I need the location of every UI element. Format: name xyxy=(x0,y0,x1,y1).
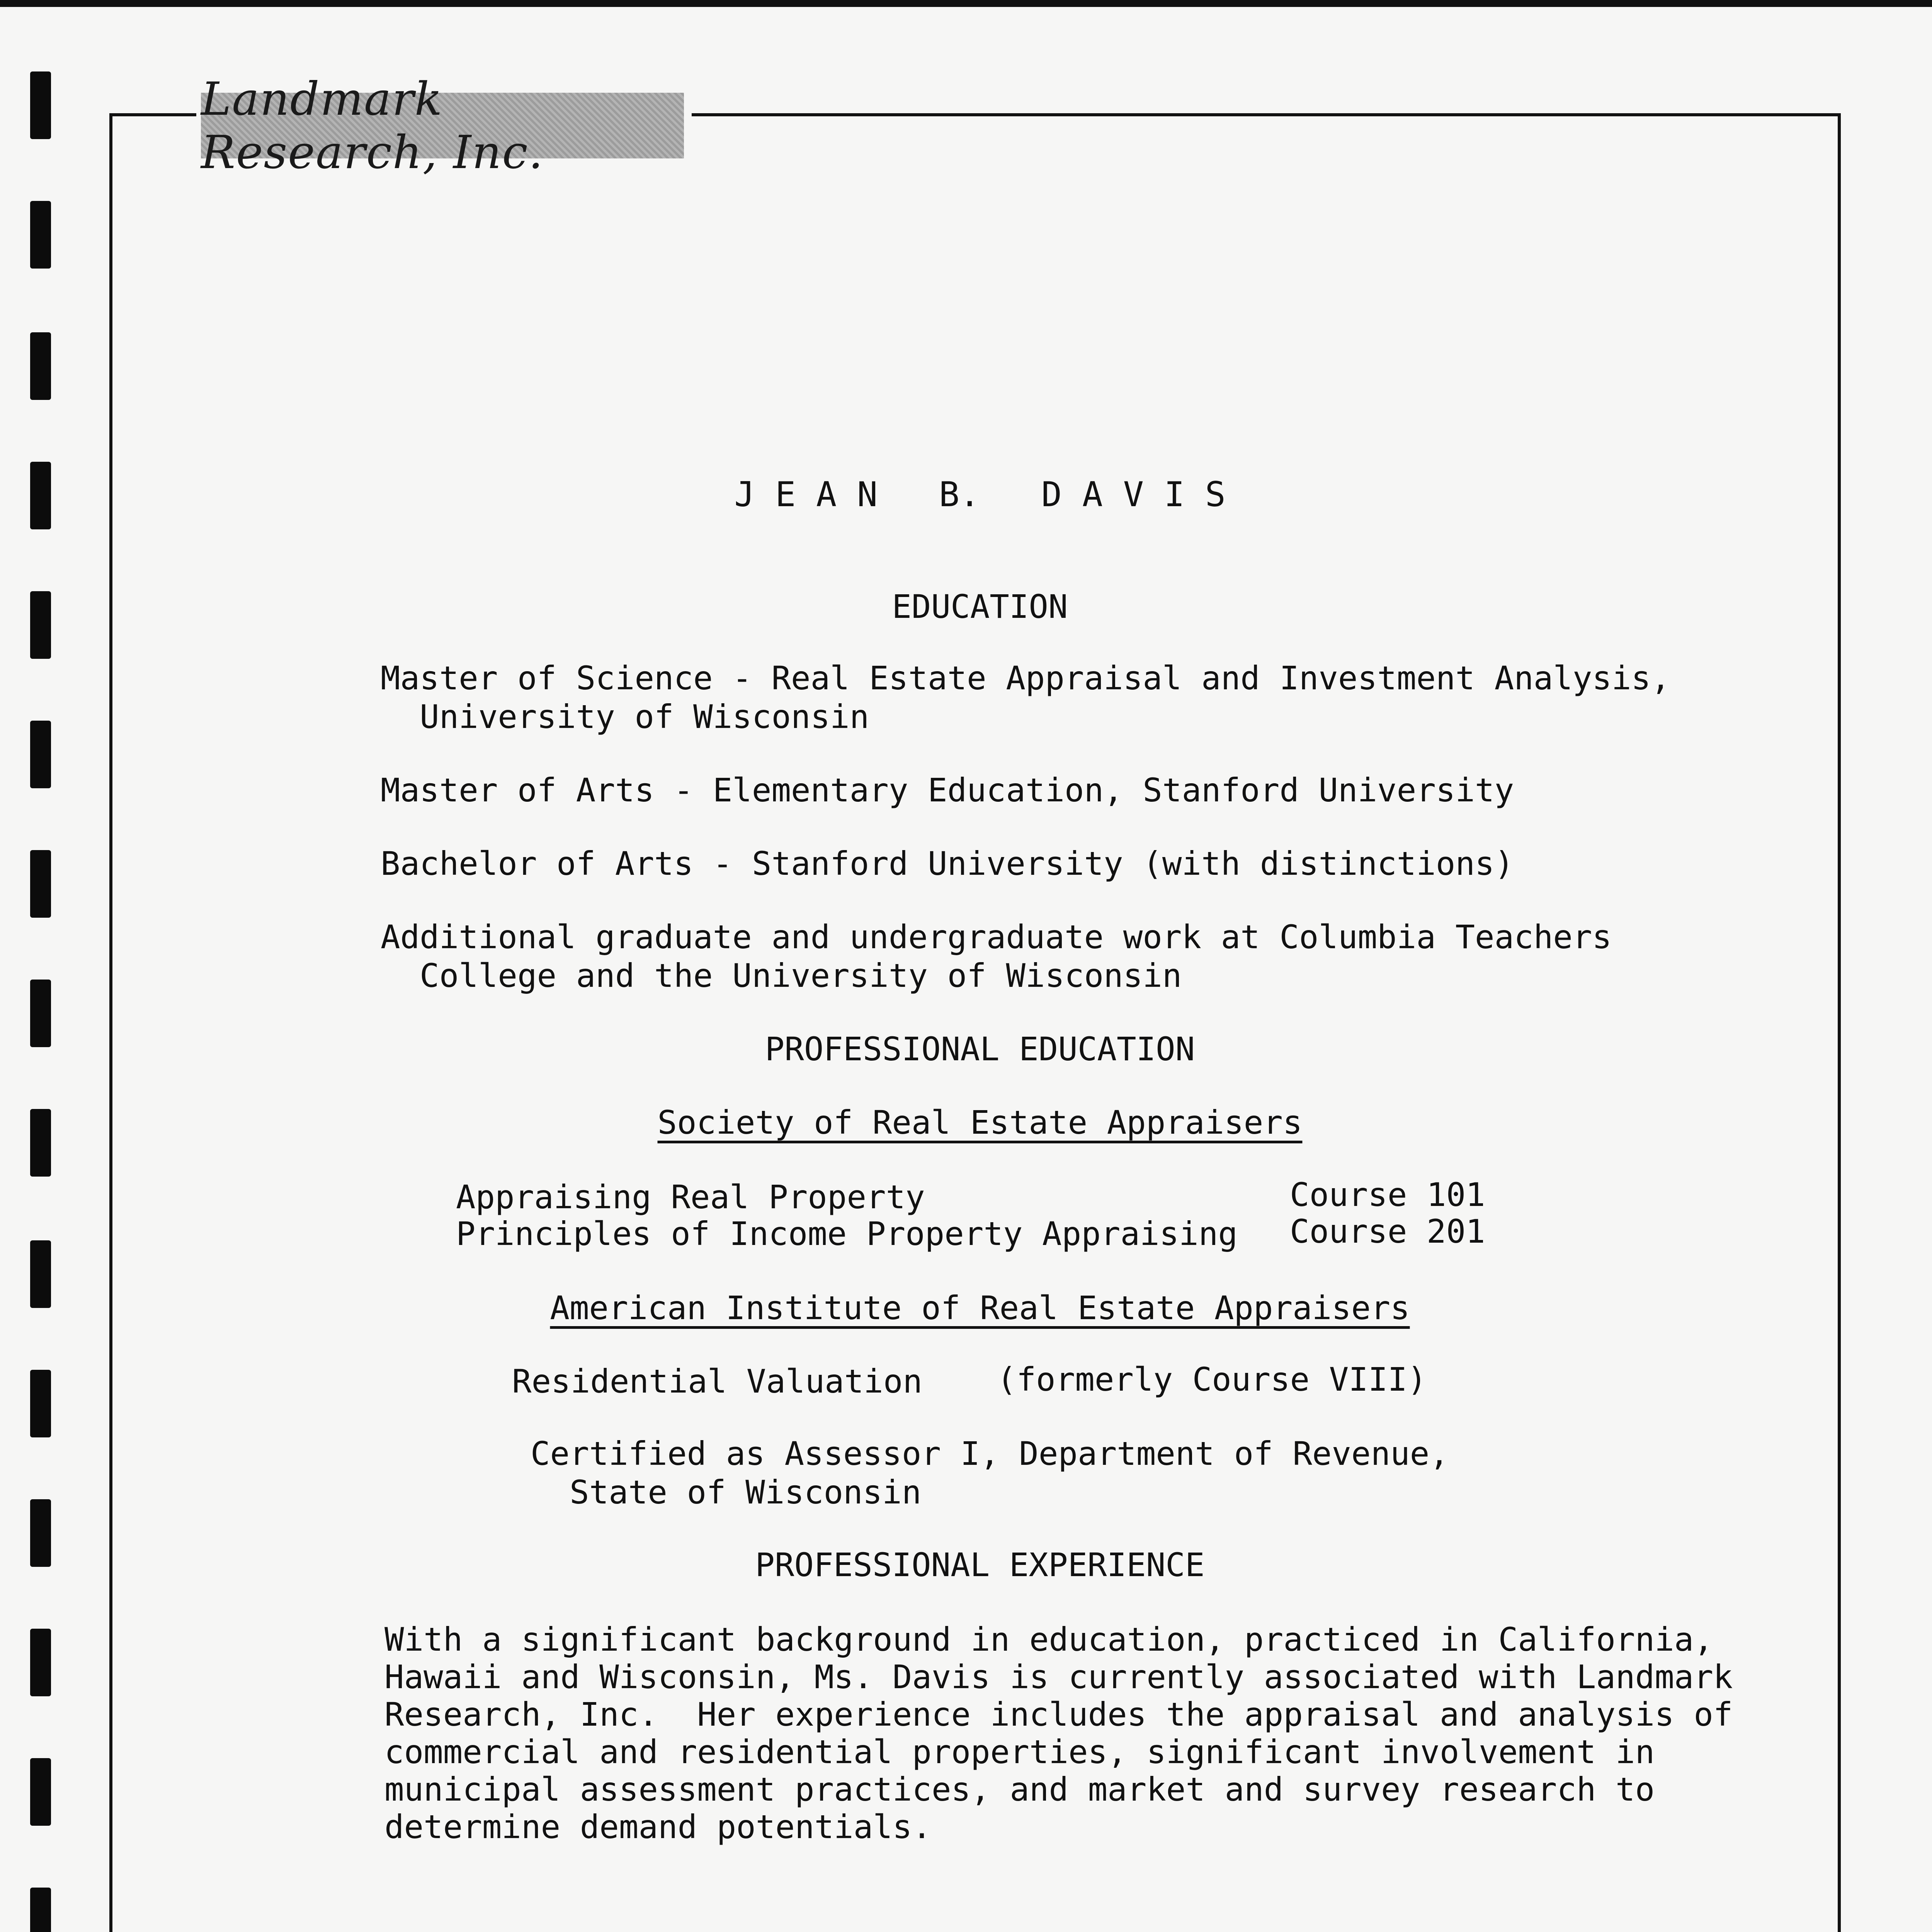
professional-experience-heading: PROFESSIONAL EXPERIENCE xyxy=(755,1546,1205,1584)
institute-heading: American Institute of Real Estate Appraisers xyxy=(550,1289,1410,1327)
education-item: Additional graduate and undergraduate work at Columbia Teachers College and the University of Wisconsin xyxy=(381,918,1612,995)
course-number: Course 101 xyxy=(1290,1176,1485,1214)
certification: Certified as Assessor I, Department of Revenue, State of Wisconsin xyxy=(531,1435,1449,1511)
person-name: J E A N B. D A V I S xyxy=(734,474,1226,514)
education-item: Master of Arts - Elementary Education, Stanford University xyxy=(381,771,1514,809)
frame-border-top xyxy=(109,113,196,116)
binder-punch-mark xyxy=(30,1758,51,1826)
course-title: Residential Valuation xyxy=(512,1362,923,1400)
binder-punch-mark xyxy=(30,1370,51,1437)
scan-top-edge xyxy=(0,0,1932,7)
binder-punch-mark xyxy=(30,332,51,400)
frame-border-right xyxy=(1838,113,1841,1932)
course-number: Course 201 xyxy=(1290,1213,1485,1250)
binder-punch-mark xyxy=(30,721,51,788)
course-title: Appraising Real Property xyxy=(456,1178,925,1216)
binder-punch-mark xyxy=(30,1629,51,1696)
frame-border-top xyxy=(692,113,1841,116)
society-heading: Society of Real Estate Appraisers xyxy=(657,1104,1303,1141)
frame-border-left xyxy=(109,113,112,1932)
binder-punch-mark xyxy=(30,1888,51,1932)
course-title: Principles of Income Property Appraising xyxy=(456,1215,1238,1253)
binder-punch-mark xyxy=(30,201,51,269)
education-item: Bachelor of Arts - Stanford University (with distinctions) xyxy=(381,845,1514,883)
binder-punch-mark xyxy=(30,850,51,918)
logo-text: Landmark Research, Inc. xyxy=(201,72,544,179)
professional-education-heading: PROFESSIONAL EDUCATION xyxy=(765,1030,1195,1068)
company-logo xyxy=(201,72,684,179)
education-heading: EDUCATION xyxy=(892,588,1068,626)
experience-paragraph: With a significant background in education, practiced in California, Hawaii and Wisconsin, Ms. Davis is currently associated with Landmark Research, Inc. Her experience includes the appraisal and analysis of commercial and residential properties, significant involvement in municipal assessment practices, and market and survey research to determine demand potentials. xyxy=(384,1621,1733,1846)
education-item: Master of Science - Real Estate Appraisal and Investment Analysis, University of Wisconsin xyxy=(381,659,1670,736)
course-note: (formerly Course VIII) xyxy=(997,1361,1427,1398)
binder-punch-mark xyxy=(30,71,51,139)
